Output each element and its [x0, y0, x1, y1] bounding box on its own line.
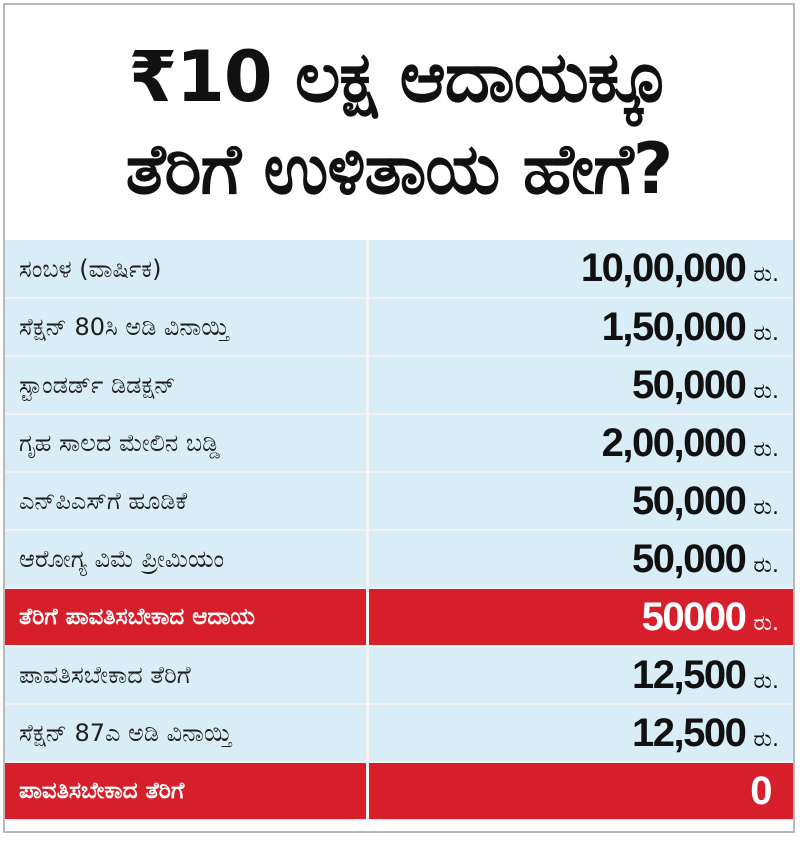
tax-table — [5, 240, 793, 821]
row-label: ಸಂಬಳ (ವಾರ್ಷಿಕ) — [5, 240, 367, 298]
row-value-cell — [367, 762, 793, 820]
row-value-cell — [367, 704, 793, 762]
headline-line-2: ತೆರಿಗೆ ಉಳಿತಾಯ ಹೇಗೆ? — [125, 127, 673, 210]
row-value: 2,00,000 — [601, 420, 746, 465]
row-value-cell — [367, 298, 793, 356]
row-value-cell — [367, 646, 793, 704]
row-label: ಗೃಹ ಸಾಲದ ಮೇಲಿನ ಬಡ್ಡಿ — [5, 414, 367, 472]
table-row — [5, 704, 793, 762]
table-row — [5, 646, 793, 704]
table-row — [5, 472, 793, 530]
table-row — [5, 414, 793, 472]
row-label: ಪಾವತಿಸಬೇಕಾದ ತೆರಿಗೆ — [5, 646, 367, 704]
row-value: 50,000 — [632, 362, 746, 407]
row-label: ಆರೋಗ್ಯ ವಿಮೆ ಪ್ರೀಮಿಯಂ — [5, 530, 367, 588]
row-unit: ರು. — [753, 494, 779, 520]
row-value-cell — [367, 530, 793, 588]
row-label: ಪಾವತಿಸಬೇಕಾದ ತೆರಿಗೆ — [5, 762, 367, 820]
row-value-cell — [367, 472, 793, 530]
table-row — [5, 298, 793, 356]
row-value: 1,50,000 — [601, 304, 746, 349]
row-value: 0 — [750, 768, 771, 813]
tax-infographic — [3, 3, 795, 833]
headline — [5, 5, 793, 240]
row-unit: ರು. — [753, 378, 779, 404]
row-value-cell — [367, 356, 793, 414]
row-unit: ರು. — [753, 262, 779, 287]
row-value-cell — [367, 240, 793, 298]
row-unit: ರು. — [753, 436, 779, 462]
row-unit: ರು. — [753, 552, 779, 578]
row-value-cell — [367, 588, 793, 646]
row-unit: ರು. — [753, 320, 779, 346]
row-value: 50000 — [641, 594, 746, 639]
row-value: 12,500 — [632, 710, 746, 755]
row-label: ಸ್ಟಾಂಡರ್ಡ್ ಡಿಡಕ್ಷನ್ — [5, 356, 367, 414]
row-label: ಸೆಕ್ಷನ್ 87ಎ ಅಡಿ ವಿನಾಯ್ತಿ — [5, 704, 367, 762]
row-unit: ರು. — [753, 610, 779, 636]
row-label: ಎನ್‌ಪಿಎಸ್‌ಗೆ ಹೂಡಿಕೆ — [5, 472, 367, 530]
row-unit: ರು. — [753, 726, 779, 752]
row-value: 12,500 — [632, 652, 746, 697]
table-row — [5, 240, 793, 298]
row-value: 10,00,000 — [580, 246, 746, 290]
row-label: ತೆರಿಗೆ ಪಾವತಿಸಬೇಕಾದ ಆದಾಯ — [5, 588, 367, 646]
table-row-highlight — [5, 588, 793, 646]
headline-line-1: ₹10 ಲಕ್ಷ ಆದಾಯಕ್ಕೂ — [128, 35, 670, 118]
row-value: 50,000 — [632, 478, 746, 523]
table-row-highlight — [5, 762, 793, 820]
row-label: ಸೆಕ್ಷನ್ 80ಸಿ ಅಡಿ ವಿನಾಯ್ತಿ — [5, 298, 367, 356]
row-value: 50,000 — [632, 536, 746, 581]
table-row — [5, 530, 793, 588]
table-row — [5, 356, 793, 414]
row-unit: ರು. — [753, 668, 779, 694]
row-value-cell — [367, 414, 793, 472]
